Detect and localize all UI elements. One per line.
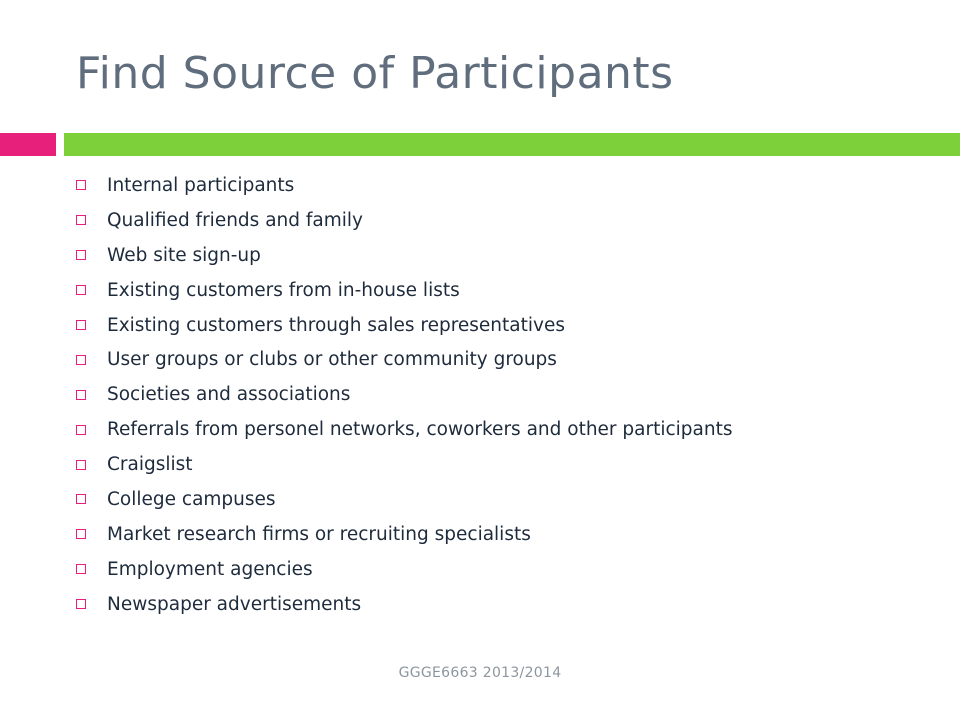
square-bullet-icon: [76, 180, 86, 190]
square-bullet-icon: [76, 215, 86, 225]
bullet-text: Employment agencies: [107, 558, 313, 580]
bullet-item: [76, 168, 733, 203]
bullet-list: [76, 168, 733, 622]
bullet-item: [76, 203, 733, 238]
bullet-item: [76, 377, 733, 412]
square-bullet-icon: [76, 564, 86, 574]
bullet-text: Craigslist: [107, 454, 193, 476]
bullet-text: Referrals from personel networks, coworkers and other participants: [107, 419, 733, 441]
square-bullet-icon: [76, 460, 86, 470]
bullet-text: Qualified friends and family: [107, 209, 363, 231]
bullet-text: College campuses: [107, 488, 276, 510]
bullet-text: Existing customers from in-house lists: [107, 279, 460, 301]
accent-bar-green: [64, 133, 960, 156]
square-bullet-icon: [76, 425, 86, 435]
bullet-text: Market research firms or recruiting specialists: [107, 523, 531, 545]
accent-bar-pink: [0, 133, 56, 156]
bullet-item: [76, 342, 733, 377]
square-bullet-icon: [76, 285, 86, 295]
bullet-text: Newspaper advertisements: [107, 593, 362, 615]
square-bullet-icon: [76, 390, 86, 400]
square-bullet-icon: [76, 320, 86, 330]
bullet-item: [76, 517, 733, 552]
bullet-item: [76, 273, 733, 308]
bullet-text: User groups or clubs or other community groups: [107, 349, 557, 371]
bullet-item: [76, 447, 733, 482]
square-bullet-icon: [76, 494, 86, 504]
slide-title: Find Source of Participants: [76, 48, 674, 99]
bullet-item: [76, 238, 733, 273]
bullet-item: [76, 412, 733, 447]
bullet-item: [76, 482, 733, 517]
bullet-item: [76, 552, 733, 587]
bullet-text: Existing customers through sales representatives: [107, 314, 565, 336]
bullet-item: [76, 587, 733, 622]
bullet-text: Web site sign-up: [107, 244, 261, 266]
bullet-item: [76, 308, 733, 343]
square-bullet-icon: [76, 599, 86, 609]
square-bullet-icon: [76, 250, 86, 260]
square-bullet-icon: [76, 355, 86, 365]
bullet-text: Societies and associations: [107, 384, 351, 406]
bullet-text: Internal participants: [107, 174, 295, 196]
slide-footer: GGGE6663 2013/2014: [398, 665, 562, 681]
square-bullet-icon: [76, 529, 86, 539]
